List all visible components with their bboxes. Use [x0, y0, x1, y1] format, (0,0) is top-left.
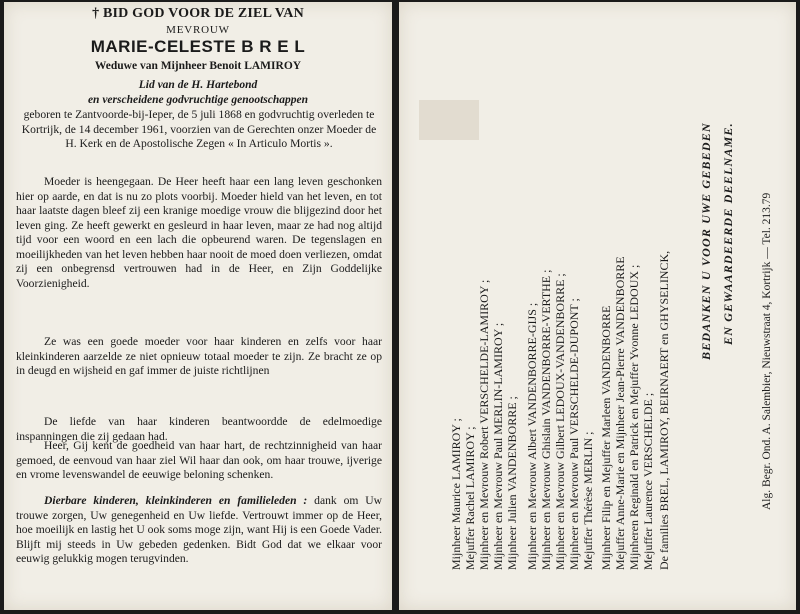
paragraph-1: Moeder is heengegaan. De Heer heeft haar een lang leven geschonken hier op aarde, en dat is nu zo plots voorbij. Moeder hield van het leven, en tot haar laatste dagen bleef zij een kranige moedige vrouw die blijgezind door het leven ging. Ze heeft gewerkt en gesleurd in haar leven, maar ze had nog altijd tijd voor een woord en een lach die opbeurend waren. De tegenslagen en moeilijkheden van het leven hebben haar nooit de moed doen verliezen, omdat zij een onbegrensd vertrouwen had in de Heer, en Zijn Goddelijke Voorzienigheid.: [16, 175, 382, 290]
paragraph-4: Heer, Gij kent de goedheid van haar hart, de rechtzinnigheid van haar gemoed, de eenvoud van haar ziel Wil haar dan ook, om haar trouwe, ijverige en vrome levenswandel de eeuwige beloning schenken.: [16, 439, 382, 481]
faded-stamp-mark: [419, 100, 479, 140]
card-right-panel: [399, 2, 796, 610]
birth-death-text: geboren te Zantvoorde-bij-Ieper, de 5 juli 1868 en godvruchtig overleden te Kortrijk, de 14 december 1961, voorzien van de Gerechten onzer Moeder de H. Kerk en de Apostolische Zegen « In Articulo Mortis ».: [21, 108, 377, 150]
family-line-2: Mejuffer Rachel LAMIROY ;: [463, 426, 477, 570]
thanks-line-2: EN GEWAARDEERDE DEELNAME.: [721, 122, 735, 345]
family-line-4: Mijnheer en Mevrouw Paul MERLIN-LAMIROY ;: [491, 322, 505, 570]
family-line-7: Mijnheer en Mevrouw Ghislain VANDENBORRE-VERTHE ;: [539, 269, 553, 570]
family-line-9: Mijnheer en Mevrouw Paul VERSCHELDE-DUPONT ;: [567, 298, 581, 570]
prayer-heading: † BID GOD VOOR DE ZIEL VAN: [92, 6, 304, 21]
family-line-11: Mijnheer Filip en Mejuffer Marleen VANDENBORRE: [599, 305, 613, 570]
title-mevrouw: MEVROUW: [166, 24, 230, 36]
family-line-12: Mejuffer Anne-Marie en Mijnheer Jean-Pierre VANDENBORRE: [613, 256, 627, 570]
family-line-1: Mijnheer Maurice LAMIROY ;: [449, 418, 463, 570]
family-line-5: Mijnheer Julien VANDENBORRE ;: [505, 396, 519, 570]
family-line-14: Mejuffer Laurence VERSCHELDE ;: [641, 392, 655, 570]
membership-line-1: Lid van de H. Hartebond: [138, 79, 258, 91]
paragraph-5: [16, 494, 382, 567]
family-line-10: Mejuffer Thérèse MERLIN ;: [581, 431, 595, 570]
family-line-15: De families BREL, LAMIROY, BEIRNAERT en GHYSELINCK,: [657, 250, 671, 570]
deceased-name: MARIE-CELESTE B R E L: [90, 37, 306, 56]
paragraph-3: De liefde van haar kinderen beantwoordde de edelmoedige inspanningen die zij gedaan had.: [16, 415, 382, 443]
family-line-13: Mijnheren Reginald en Patrick en Mejuffer Yvonne LEDOUX ;: [627, 264, 641, 570]
membership-line-2: en verscheidene godvruchtige genootschappen: [87, 94, 309, 106]
family-line-8: Mijnheer en Mevrouw Gilbert LEDOUX-VANDENBORRE ;: [553, 273, 567, 570]
widow-of: Weduwe van Mijnheer Benoit LAMIROY: [94, 60, 302, 72]
family-line-6: Mijnheer en Mevrouw Albert VANDENBORRE-GIJS ;: [525, 302, 539, 570]
rotated-content: [399, 2, 796, 610]
family-line-3: Mijnheer en Mevrouw Robert VERSCHELDE-LAMIROY ;: [477, 279, 491, 570]
paragraph-5-text: dank om Uw trouwe zorgen, Uw genegenheid en Uw liefde. Vertrouwt immer op de Heer, hoe moeilijk en lastig het U ook soms moge zijn, want Hij is een Goede Vader. Blijft mij steeds in Uw gebeden gedenken. Bidt God dat we elkaar voor eeuwig gelukkig mogen terugvinden.: [16, 494, 382, 565]
printer-line: Alg. Begr. Ond. A. Salembier, Nieuwstraat 4, Kortrijk — Tel. 213.79: [761, 192, 773, 510]
paragraph-5-address: Dierbare kinderen, kleinkinderen en familieleden :: [44, 494, 308, 507]
paragraph-2: Ze was een goede moeder voor haar kinderen en zelfs voor haar kleinkinderen aarzelde ze niet opnieuw totaal moeder te zijn. Ze bracht ze op in deugd en wijsheid en gaf immer de juiste richtlijnen: [16, 335, 382, 377]
thanks-line-1: BEDANKEN U VOOR UWE GEBEDEN: [699, 122, 713, 360]
card-left-panel: [4, 2, 392, 610]
